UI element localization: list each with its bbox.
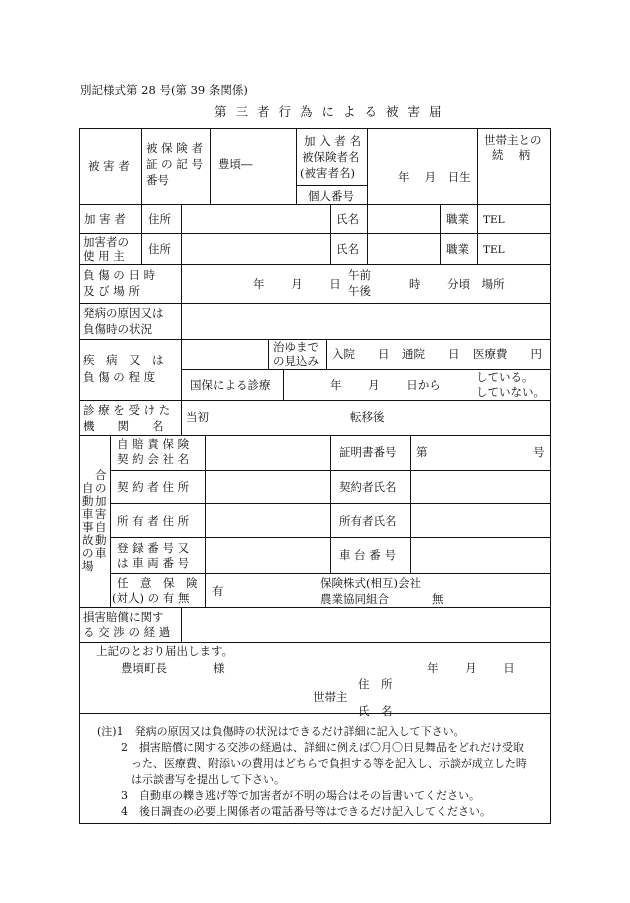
contractor-name-label: 契約者氏名 xyxy=(339,480,397,494)
outpatient-days[interactable]: 通院 日 xyxy=(402,347,460,361)
injury-datetime-label: 負 傷 の 日 時 xyxy=(83,268,156,282)
contractor-address-label: 契 約 者 住 所 xyxy=(117,480,190,494)
cali-insurer-label: 自 賠 責 保 険 xyxy=(117,437,190,451)
negotiation-label-2: る 交 渉 の 経 過 xyxy=(83,625,171,639)
declaration-statement: 上記のとおり届出します。 xyxy=(96,644,234,658)
insurance-card-value[interactable]: 豊頃― xyxy=(218,157,253,171)
form-reference: 別記様式第 28 号(第 39 条関係) xyxy=(80,83,248,97)
voluntary-insurance-label-2: (対人) の 有 無 xyxy=(112,591,190,605)
vehicle-section-label-2: 合の加害自動車 xyxy=(95,468,107,560)
household-head-label: 世帯主 xyxy=(313,690,348,704)
clinic-transfer[interactable]: 転移後 xyxy=(350,410,385,424)
perpetrator-label: 加 害 者 xyxy=(84,212,126,226)
insurance-card-label-2: 証 の 記 号 xyxy=(146,157,203,171)
addressee: 豊頃町長 様 xyxy=(121,661,225,675)
injury-datetime-label-2: 及 び 場 所 xyxy=(83,284,140,298)
birth-date-field[interactable]: 年 月 日生 xyxy=(398,170,471,184)
note-3: 3 自動車の轢き逃げ等で加害者が不明の場合はその旨書いてください。 xyxy=(121,789,480,802)
owner-name-label: 所有者氏名 xyxy=(339,514,397,528)
voluntary-no-option[interactable]: 無 xyxy=(432,592,444,606)
cause-label-2: 負傷時の状況 xyxy=(83,322,152,336)
certificate-number-label: 証明書番号 xyxy=(339,445,397,459)
negotiation-label: 損害賠償に関す xyxy=(83,610,164,624)
owner-address-label: 所 有 者 住 所 xyxy=(117,514,190,528)
household-relation-label-2: 続 柄 xyxy=(492,148,531,162)
kokuho-label: 国保による診療 xyxy=(190,378,271,392)
form-title: 第三者行為による被害届 xyxy=(214,104,451,119)
employer-name-label: 氏名 xyxy=(336,242,359,256)
chassis-number-label: 車 台 番 号 xyxy=(339,548,396,562)
injury-date-field[interactable]: 年 月 日 xyxy=(253,277,341,291)
employer-tel-label: TEL xyxy=(483,244,505,256)
cure-estimate-label: 治ゆまで xyxy=(273,340,319,354)
hospitalization-days[interactable]: 入院 日 xyxy=(332,347,390,361)
insured-name-label-2: 被保険者名 xyxy=(302,150,360,164)
cause-label: 発病の原因又は xyxy=(83,306,164,320)
clinic-label: 診 療 を 受 け た xyxy=(83,403,171,417)
declarant-address-label: 住 所 xyxy=(358,677,393,691)
vehicle-section-label: 自動車事故の場 xyxy=(82,481,94,573)
perpetrator-name-label: 氏名 xyxy=(336,212,359,226)
voluntary-insurance-label: 任 意 保 険 xyxy=(117,576,198,590)
kokuho-status-yes[interactable]: している。 xyxy=(476,370,534,384)
note-2-cont-2: は示談書写を提出して下さい。 xyxy=(131,773,285,786)
injury-time-place-field[interactable]: 時 分頃 場所 xyxy=(409,277,505,291)
kokuho-start-date[interactable]: 年 月 日から xyxy=(330,378,441,392)
employer-address-label: 住所 xyxy=(148,242,171,256)
certificate-prefix: 第 xyxy=(416,445,428,459)
cure-estimate-label-2: の見込み xyxy=(273,354,319,368)
employer-occupation-label: 職業 xyxy=(446,242,469,256)
insured-name-label-3: (被害者名) xyxy=(300,166,355,180)
voluntary-company: 保険株式(相互)会社 xyxy=(320,576,421,590)
registration-label-2: は 車 両 番 号 xyxy=(117,556,190,570)
declarant-name-label: 氏 名 xyxy=(358,704,393,718)
perpetrator-tel-label: TEL xyxy=(483,214,505,226)
insurance-card-label-3: 番号 xyxy=(146,173,169,187)
pm-option[interactable]: 午後 xyxy=(348,284,371,298)
individual-number-label: 個人番号 xyxy=(308,189,354,203)
voluntary-yes-option[interactable]: 有 xyxy=(212,584,224,598)
employer-label: 加害者の xyxy=(83,235,129,249)
perpetrator-address-label: 住所 xyxy=(148,212,171,226)
household-relation-label: 世帯主との xyxy=(484,133,542,147)
severity-label-2: 負 傷 の 程 度 xyxy=(83,370,156,384)
note-2-cont: った、医療費、附添いの費用はどちらで負担する等を記入し、示談が成立した時 xyxy=(131,757,527,770)
medical-cost[interactable]: 医療費 円 xyxy=(473,347,542,361)
insured-name-label: 加 入 者 名 xyxy=(304,134,361,148)
registration-label: 登 録 番 号 又 xyxy=(117,541,190,555)
employer-label-2: 使 用 主 xyxy=(83,249,125,263)
note-1: (注)1 発病の原因又は負傷時の状況はできるだけ詳細に記入して下さい。 xyxy=(97,725,465,738)
note-4: 4 後日調査の必要上関係者の電話番号等はできるだけ記入してください。 xyxy=(121,805,491,818)
certificate-suffix: 号 xyxy=(533,445,545,459)
victim-label: 被 害 者 xyxy=(88,159,130,173)
cali-insurer-label-2: 契 約 会 社 名 xyxy=(117,452,190,466)
severity-label: 疾 病 又 は xyxy=(83,353,164,367)
declaration-date[interactable]: 年 月 日 xyxy=(427,661,515,675)
insurance-card-label: 被 保 険 者 xyxy=(146,141,203,155)
clinic-label-2: 機 関 名 xyxy=(83,419,164,433)
am-option[interactable]: 午前 xyxy=(348,268,371,282)
kokuho-status-no[interactable]: していない。 xyxy=(476,385,545,399)
voluntary-coop: 農業協同組合 xyxy=(320,592,389,606)
note-2: 2 損害賠償に関する交渉の経過は、詳細に例えば〇月〇日見舞品をどれだけ受取 xyxy=(121,741,524,754)
clinic-initial[interactable]: 当初 xyxy=(186,410,209,424)
perpetrator-occupation-label: 職業 xyxy=(446,212,469,226)
